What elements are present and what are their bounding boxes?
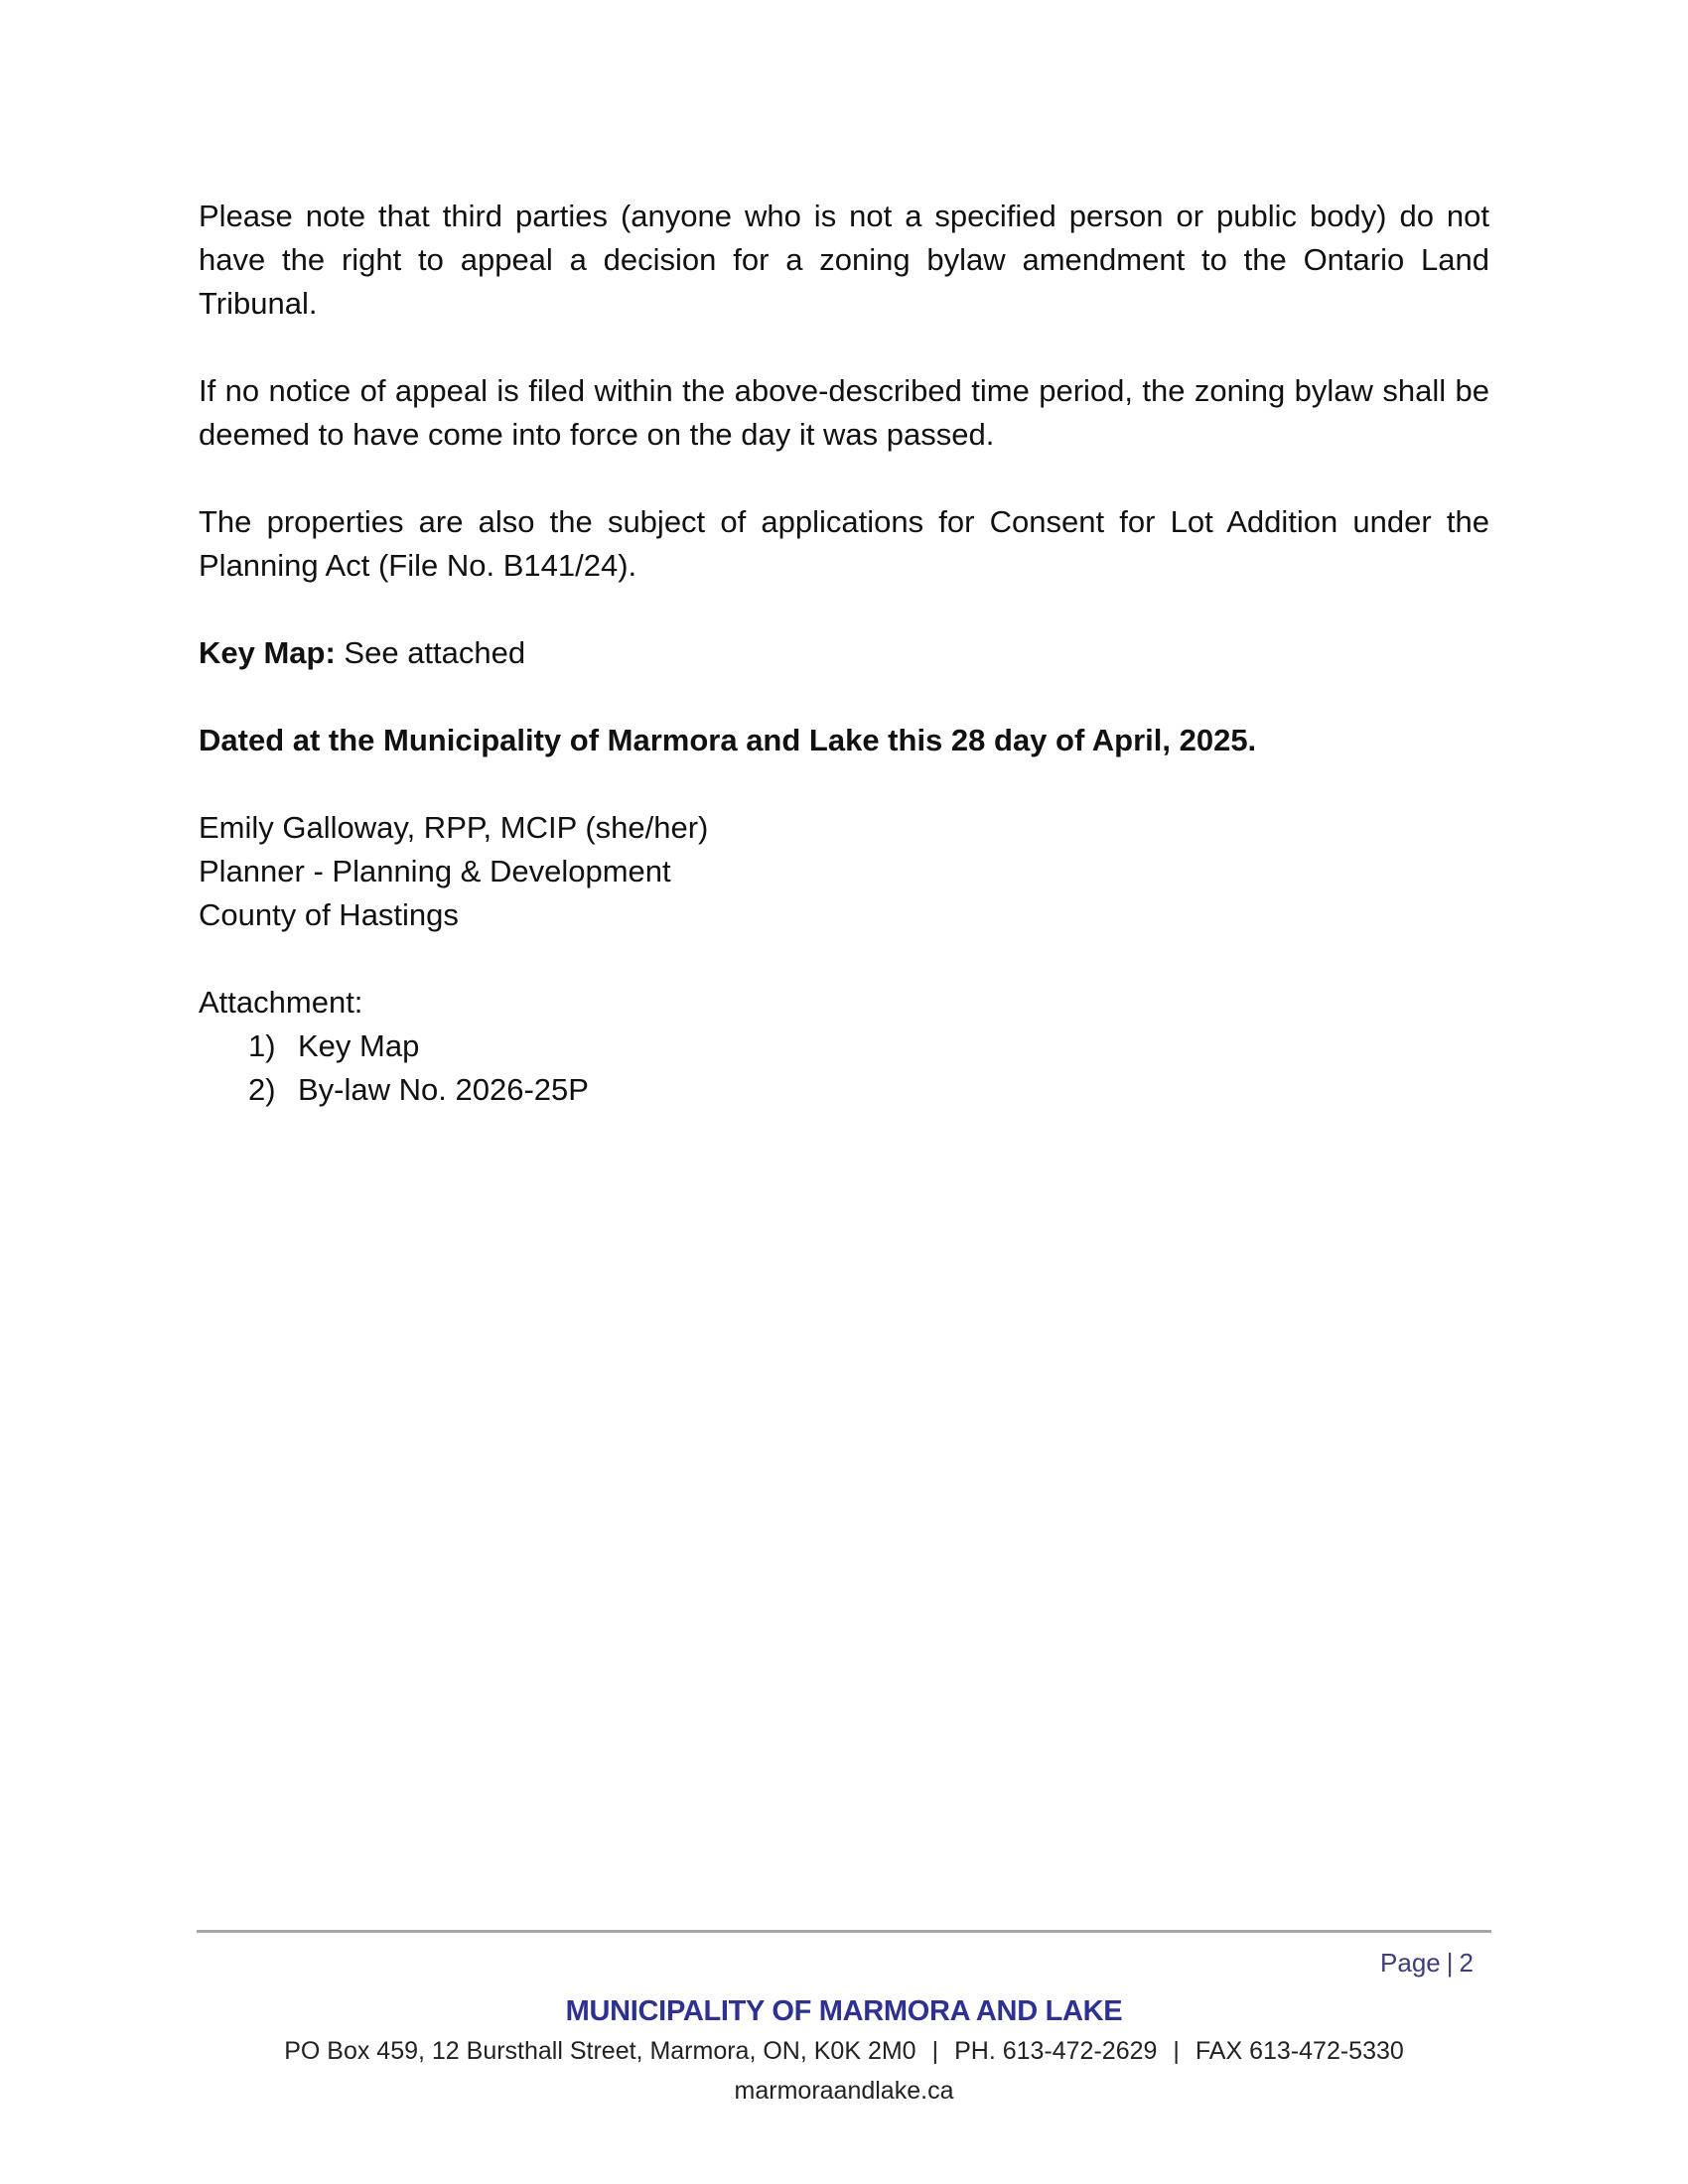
- signatory-organization: County of Hastings: [199, 897, 459, 932]
- key-map-value: See attached: [335, 635, 526, 670]
- page-number-value: 2: [1459, 1948, 1474, 1978]
- footer-divider: [197, 1930, 1491, 1933]
- key-map-label: Key Map:: [199, 635, 336, 670]
- attachment-label: By-law No. 2026-25P: [298, 1072, 589, 1107]
- attachments-list: [199, 1024, 1489, 1112]
- page-number: [1380, 1948, 1474, 1979]
- signatory-title: Planner - Planning & Development: [199, 854, 671, 888]
- footer-website-link[interactable]: marmoraandlake.ca: [734, 2077, 954, 2105]
- footer-separator: |: [931, 2037, 939, 2065]
- attachment-label: Key Map: [298, 1028, 420, 1063]
- footer-org-name: MUNICIPALITY OF MARMORA AND LAKE: [565, 1995, 1123, 2027]
- page-label: Page: [1380, 1948, 1441, 1978]
- attachment-item: [248, 1024, 1489, 1068]
- attachment-number: 2): [248, 1072, 276, 1107]
- attachments-section: [199, 981, 1489, 1112]
- signature-block: [199, 806, 1489, 937]
- third-parties-paragraph: Please note that third parties (anyone who is not a specified person or public body) do not have the right to appeal a decision for a zoning bylaw amendment to the Ontario Land Tribunal.: [199, 199, 1489, 321]
- consent-paragraph: The properties are also the subject of applications for Consent for Lot Addition under the Planning Act (File No. B141/24).: [199, 504, 1489, 583]
- footer-contact-line: [0, 2031, 1688, 2071]
- footer-fax: FAX 613-472-5330: [1195, 2037, 1404, 2065]
- dated-line: Dated at the Municipality of Marmora and Lake this 28 day of April, 2025.: [199, 723, 1257, 757]
- key-map-line: [199, 631, 1489, 675]
- footer-phone: PH. 613-472-2629: [954, 2037, 1158, 2065]
- attachment-item: [248, 1068, 1489, 1112]
- no-appeal-paragraph: If no notice of appeal is filed within the above-described time period, the zoning bylaw shall be deemed to have come into force on the day it was passed.: [199, 373, 1489, 452]
- signatory-name: Emily Galloway, RPP, MCIP (she/her): [199, 810, 709, 845]
- footer-address: PO Box 459, 12 Bursthall Street, Marmora, ON, K0K 2M0: [284, 2037, 916, 2065]
- footer-separator: |: [1173, 2037, 1180, 2065]
- attachments-heading: Attachment:: [199, 985, 363, 1020]
- page-separator: |: [1446, 1948, 1454, 1978]
- document-body: [199, 195, 1489, 1112]
- letterhead-footer: [0, 1991, 1688, 2111]
- attachment-number: 1): [248, 1028, 276, 1063]
